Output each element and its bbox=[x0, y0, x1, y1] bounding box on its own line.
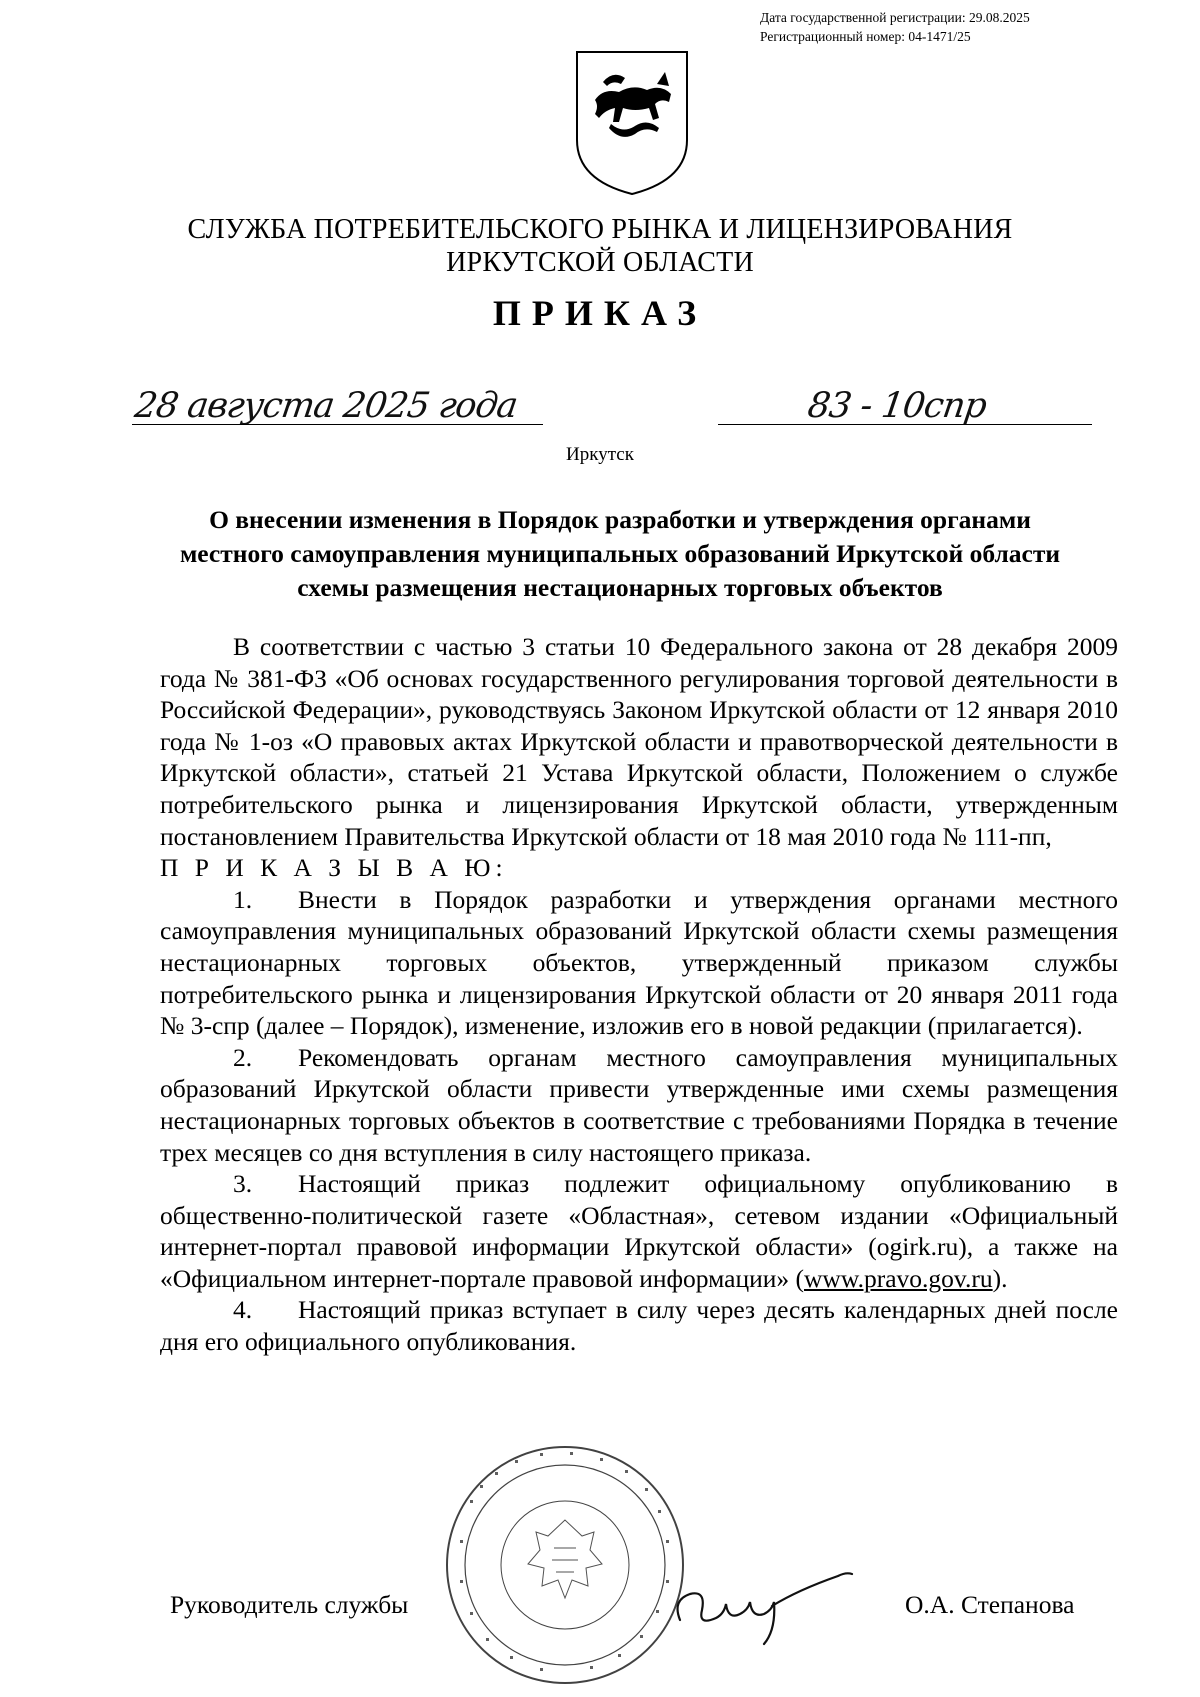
item-text: Настоящий приказ вступает в силу через десять календарных дней после дня его официального опубликования. bbox=[160, 1295, 1118, 1357]
document-title: О внесении изменения в Порядок разработки и утверждения органами местного самоуправления муниципальных образований Иркутской области схемы размещения нестационарных торговых объектов bbox=[179, 505, 1061, 602]
registration-number: Регистрационный номер: 04-1471/25 bbox=[760, 29, 971, 44]
item-text: Рекомендовать органам местного самоуправления муниципальных образований Иркутской области привести утвержденные ими схемы размещения нестационарных торговых объектов в соответствие с требованиями Порядка в течение трех месяцев со дня вступления в силу настоящего приказа. bbox=[160, 1042, 1118, 1167]
item-3 bbox=[160, 1168, 1118, 1294]
item-4 bbox=[160, 1294, 1118, 1357]
city: Иркутск bbox=[566, 444, 634, 465]
number-underline bbox=[718, 424, 1092, 425]
document-body bbox=[160, 631, 1118, 1358]
preamble: В соответствии с частью 3 статьи 10 Федерального закона от 28 декабря 2009 года № 381-ФЗ «Об основах государственного регулирования торговой деятельности в Российской Федерации», руководствуясь Законом Иркутской области от 12 января 2010 года № 1-оз «О правовых актах Иркутской области и правотворческой деятельности в Иркутской области», статьей 21 Устава Иркутской области, Положением о службе потребительского рынка и лицензирования Иркутской области, утвержденным постановлением Правительства Иркутской области от 18 мая 2010 года № 111-пп, bbox=[160, 632, 1118, 851]
order-date-handwritten: 28 августа 2025 года bbox=[132, 386, 520, 426]
registration-info bbox=[760, 8, 1090, 46]
organization-name bbox=[0, 213, 1200, 279]
item-number: 1. bbox=[233, 884, 253, 914]
item-number: 2. bbox=[233, 1042, 253, 1072]
organization-line-2: ИРКУТСКОЙ ОБЛАСТИ bbox=[446, 247, 754, 278]
item-2 bbox=[160, 1042, 1118, 1168]
order-number-handwritten: 83 - 10спр bbox=[805, 386, 989, 426]
pravo-link[interactable]: www.pravo.gov.ru bbox=[804, 1263, 993, 1293]
official-seal-icon bbox=[440, 1440, 690, 1690]
document-type: ПРИКАЗ bbox=[492, 293, 708, 333]
item-number: 3. bbox=[233, 1169, 253, 1199]
registration-date: Дата государственной регистрации: 29.08.2025 bbox=[760, 10, 1030, 25]
item-1 bbox=[160, 884, 1118, 1042]
item-text-before: Настоящий приказ подлежит официальному опубликованию в общественно-политической газете «Областная», сетевом издании «Официальный интернет-портал правовой информации Иркутской области» (ogirk.ru), а также на «Официальном интернет-портале правовой информации» ( bbox=[160, 1169, 1118, 1293]
order-word: П Р И К А З Ы В А Ю: bbox=[160, 853, 508, 883]
item-text: Внести в Порядок разработки и утверждения органами местного самоуправления муниципальных образований Иркутской области схемы размещения нестационарных торговых объектов, утвержденный приказом службы потребительского рынка и лицензирования Иркутской области от 20 января 2011 года № 3-спр (далее – Порядок), изменение, изложив его в новой редакции (прилагается). bbox=[160, 884, 1118, 1041]
coat-of-arms-icon bbox=[573, 48, 691, 198]
organization-line-1: СЛУЖБА ПОТРЕБИТЕЛЬСКОГО РЫНКА И ЛИЦЕНЗИРОВАНИЯ bbox=[187, 214, 1013, 245]
item-text-after: ). bbox=[992, 1263, 1008, 1293]
item-number: 4. bbox=[233, 1295, 253, 1325]
signatory-role: Руководитель службы bbox=[170, 1590, 409, 1619]
date-underline bbox=[132, 424, 543, 425]
signatory-name: О.А. Степанова bbox=[905, 1590, 1075, 1619]
handwritten-signature-icon bbox=[668, 1560, 858, 1650]
